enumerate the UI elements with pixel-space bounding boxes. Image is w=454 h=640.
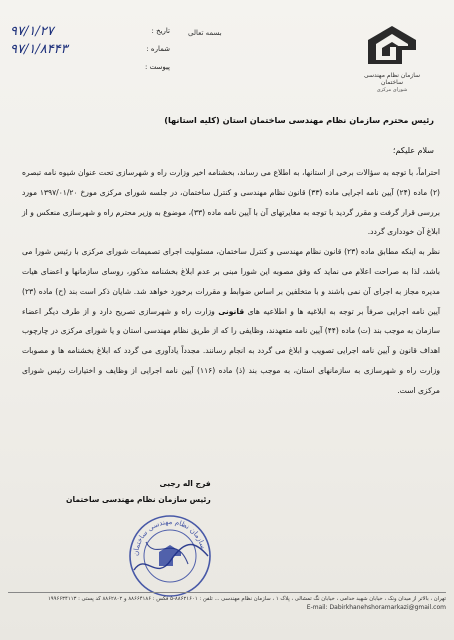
date-value: ۹۷/۱/۲۷ <box>10 23 54 39</box>
letter-footer <box>8 592 446 612</box>
seal-stamp-icon <box>126 512 214 600</box>
org-sub: شورای مرکزی <box>376 87 408 93</box>
official-seal <box>126 512 214 600</box>
attachment-row <box>10 58 170 76</box>
recipient: رئیس محترم سازمان نظام مهندسی ساختمان استان (کلیه استانها) <box>164 115 434 125</box>
org-logo <box>352 20 432 93</box>
seal-text: سازمان نظام مهندسی ساختمان <box>131 517 208 557</box>
footer-divider <box>8 592 446 593</box>
date-label: تاریخ : <box>151 27 170 35</box>
number-label: شماره : <box>146 45 170 53</box>
footer-address: تهران ، بالاتر از میدان ونک ، خیابان شهید خدامی ، خیابان نگ تمشالی ، پلاک ۱ ، سازمان نظام مهندسی ... تلفن : ۸۸۶۲۱۶۰۱-۵ فکس : ۸۸۶۶۴۱۸۶ و ۸۸۶۲۸۰۲ کد پستی : ۱۹۹۶۶۳۴۱۱۳ <box>47 596 446 602</box>
bismillah: بسمه تعالی <box>188 29 222 37</box>
building-logo-icon <box>362 20 422 70</box>
attachment-label: پیوست : <box>145 63 170 71</box>
signature-block <box>66 479 211 511</box>
footer-email: E-mail: Dabirkhanehshoramarkazi@gmail.com <box>306 604 446 611</box>
signer-title: رئیس سازمان نظام مهندسی ساختمان <box>66 495 211 504</box>
signer-name: فرج اله رجبی <box>159 479 211 488</box>
letter-meta <box>10 22 170 76</box>
body-paragraph: نظر به اینکه مطابق ماده (۲۳) قانون نظام مهندسی و کنترل ساختمان، مسئولیت اجرای تصمیمات شورای مرکزی با رئیس شورا می باشد، لذا به صراحت اعلام می نماید که وفق مصوبه این شورا مبنی بر عدم ابلاغ بخشنامه مذکور، روسای سازمانها و اعضای هیات مدیره مجاز به اجرای آن نمی باشند و با متخلفین بر اساس ضوابط و مقررات برخورد خواهد شد. شایان ذکر است بند (ح) ماده (۲۳) آیین نامه اجرایی صرفاً بر توجه به ابلاغیه ها و اطلاعیه های قانونی وزارت راه و شهرسازی تصریح دارد و از طرف دیگر اعضاء سازمان به موجب بند (ت) ماده (۴۴) آیین نامه متعهدند، وظایفی را که از طریق نظام مهندسی استان و یا شورای مرکزی در چارچوب اهداف قانون و آیین نامه اجرایی تصویب و ابلاغ می گردد به انجام رسانند. مجدداً یادآوری می گردد که ابلاغ بخشنامه ها و مصوبات وزارت راه و شهرسازی به سازمانهای استان، به موجب بند (ذ) ماده (۱۱۶) آیین نامه اجرایی از وظایف و اختیارات رئیس شورای مرکزی است. <box>22 247 441 395</box>
emphasis-text: قانونی <box>218 306 245 316</box>
date-row <box>10 22 170 40</box>
greeting: سلام علیکم؛ <box>392 146 434 155</box>
org-name: سازمان نظام مهندسی ساختمان <box>363 72 421 86</box>
number-value: ۹۷/۱/۸۴۴۳ <box>10 41 68 57</box>
body-paragraph: احتراماً، با توجه به سؤالات برخی از استانها، به اطلاع می رساند، بخشنامه اخیر وزارت راه و شهرسازی تحت عنوان شیوه نامه تبصره (۲) ماده (۲۴) آیین نامه اجرایی ماده (۳۳) قانون نظام مهندسی و کنترل ساختمان، در جلسه شورای مرکزی مورخ ۱۳۹۷/۰۱/۲۰ مورد بررسی قرار گرفت و مقرر گردید با توجه به مغایرتهای آن با آیین نامه ماده (۳۳)، موضوع به وزیر محترم راه و شهرسازی منعکس و از ابلاغ آن خودداری گردد. <box>22 168 440 237</box>
letter-body <box>22 163 440 401</box>
number-row <box>10 40 170 58</box>
